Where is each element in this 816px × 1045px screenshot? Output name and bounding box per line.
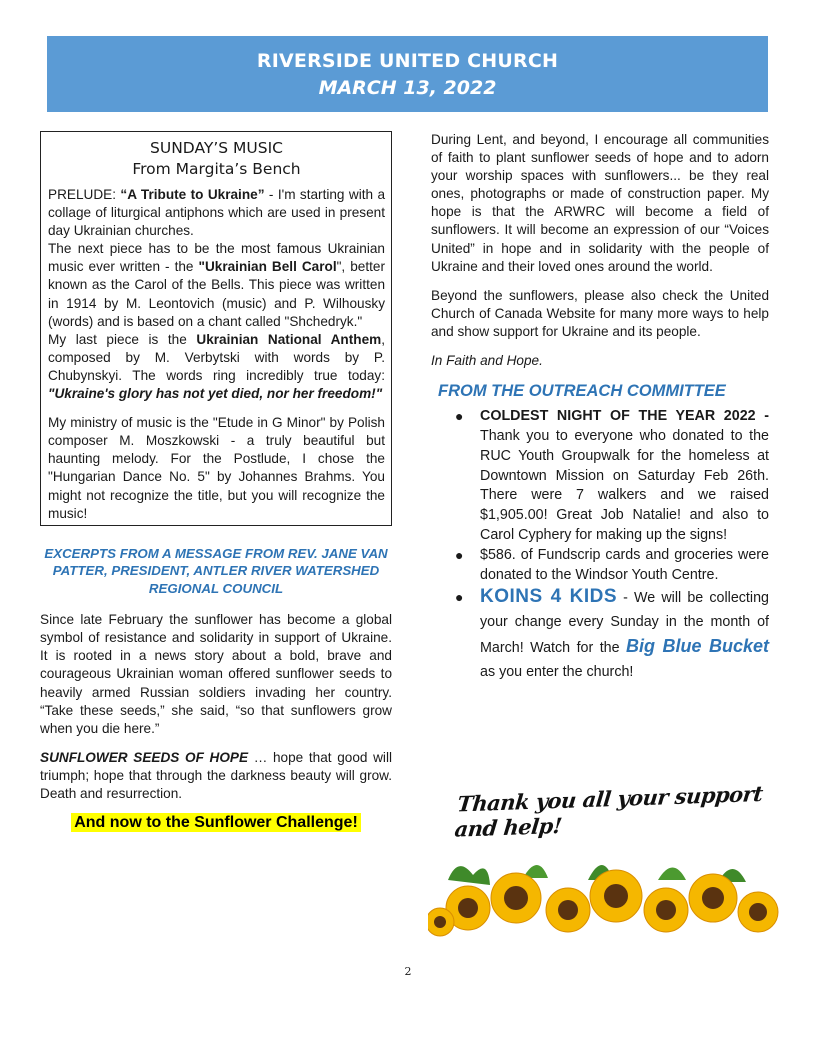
anthem-paragraph	[48, 331, 385, 403]
bullet-icon: ●	[455, 589, 464, 606]
header-banner	[47, 36, 768, 112]
list-item	[431, 585, 769, 684]
seeds-of-hope-paragraph	[40, 749, 392, 803]
bell-carol-title: "Ukrainian Bell Carol	[198, 259, 337, 275]
bell-carol-paragraph	[48, 240, 385, 330]
church-name: RIVERSIDE UNITED CHURCH	[256, 50, 559, 72]
ministry-paragraph: My ministry of music is the "Etude in G Minor" by Polish composer M. Moszkowski - a truly beautiful but haunting melody. For the Postlude, I chose the "Hungarian Dance No. 5" by Johannes Brahms. You might not recognize the title, but you will recognize the music!	[48, 415, 385, 521]
sundays-music-box	[40, 131, 392, 526]
thank-you-script: Thank you all your support and help!	[453, 780, 764, 842]
koins-text-a: - We will be collecting your change every Sunday in the month of March! Watch for the	[480, 590, 769, 657]
anthem-quote: "Ukraine's glory has not yet died, nor her freedom!"	[48, 386, 383, 402]
sunflower-symbol-paragraph: Since late February the sunflower has become a global symbol of resistance and solidarity in support of Ukraine. It is rooted in a news story about a bold, brave and courageous Ukrainian woman offered sunflower seeds to heavily armed Russian soldiers invading her country. “Take these seeds,” she said, “so that sunflowers grow when you die here.”	[40, 612, 392, 736]
seeds-of-hope-text: … hope that good will triumph; hope that through the darkness beauty will grow. Death and resurrection.	[40, 749, 392, 802]
coldest-night-text: Thank you to everyone who donated to the RUC Youth Groupwalk for the homeless at Downtown Mission on Saturday Feb 26th. There were 7 walkers and we raised $1,905.00! Great Job Natalie! and also to Carol Cyphery for making up the signs!	[480, 427, 769, 543]
bulletin-date: MARCH 13, 2022	[318, 77, 497, 99]
anthem-title: Ukrainian National Anthem	[196, 331, 382, 347]
bullet-icon: ●	[455, 546, 464, 563]
excerpt-heading: EXCERPTS FROM A MESSAGE FROM REV. JANE VAN PATTER, PRESIDENT, ANTLER RIVER WATERSHED REGIONAL COUNCIL	[44, 545, 388, 596]
page-number: 2	[404, 965, 412, 978]
prelude-piece: “A Tribute to Ukraine”	[120, 187, 265, 202]
outreach-list	[431, 407, 769, 684]
koins-text-b: as you enter the church!	[480, 664, 634, 681]
left-column	[40, 131, 392, 832]
signoff: In Faith and Hope.	[431, 353, 543, 369]
prelude-label: PRELUDE:	[48, 187, 121, 202]
anthem-text-b: , composed by M. Verbytski with words by P. Chubynskyi. The words ring incredibly true today:	[48, 331, 385, 383]
bell-carol-text-a: The next piece has to be the most famous Ukrainian music ever written - the	[48, 241, 385, 275]
prelude-text: - I'm starting with a collage of liturgical antiphons which are used in present day Ukrainian churches.	[48, 187, 386, 239]
sunflower-challenge	[40, 814, 392, 832]
music-title: SUNDAY’S MUSIC	[150, 139, 283, 157]
sunflower-challenge-text: And now to the Sunflower Challenge!	[71, 813, 361, 832]
seeds-of-hope-title: SUNFLOWER SEEDS OF HOPE	[40, 749, 249, 765]
right-column	[431, 131, 769, 684]
prelude-paragraph	[48, 186, 385, 240]
coldest-night-title: COLDEST NIGHT OF THE YEAR 2022 -	[480, 408, 769, 425]
music-subtitle: From Margita’s Bench	[132, 160, 301, 178]
big-blue-bucket-text: Big Blue Bucket	[626, 636, 769, 657]
bullet-icon: ●	[455, 408, 464, 425]
sunflowers-image	[428, 850, 784, 938]
koins-4-kids-title: KOINS 4 KIDS	[480, 586, 618, 608]
list-item	[431, 407, 769, 546]
beyond-paragraph: Beyond the sunflowers, please also check the United Church of Canada Website for many more ways to help and show support for Ukraine and its people.	[431, 287, 769, 339]
anthem-text-a: My last piece is the	[48, 331, 197, 347]
fundscrip-text: $586. of Fundscrip cards and groceries were donated to the Windsor Youth Centre.	[480, 546, 769, 583]
outreach-heading: FROM THE OUTREACH COMMITTEE	[438, 382, 726, 401]
list-item	[431, 546, 769, 586]
lent-paragraph: During Lent, and beyond, I encourage all communities of faith to plant sunflower seeds of hope and to adorn your worship spaces with sunflowers... be they real ones, photographs or made of construction paper. My hope is that the ARWRC will become a field of sunflowers. It will become an expression of our “Voices United” in hope and in solidarity with the people of Ukraine and their loved ones around the world.	[431, 132, 769, 274]
bell-carol-text-b: ", better known as the Carol of the Bells. This piece was written in 1914 by M. Leontovich (music) and P. Wilhousky (words) and is based on a chant called "Shchedryk."	[48, 259, 385, 329]
